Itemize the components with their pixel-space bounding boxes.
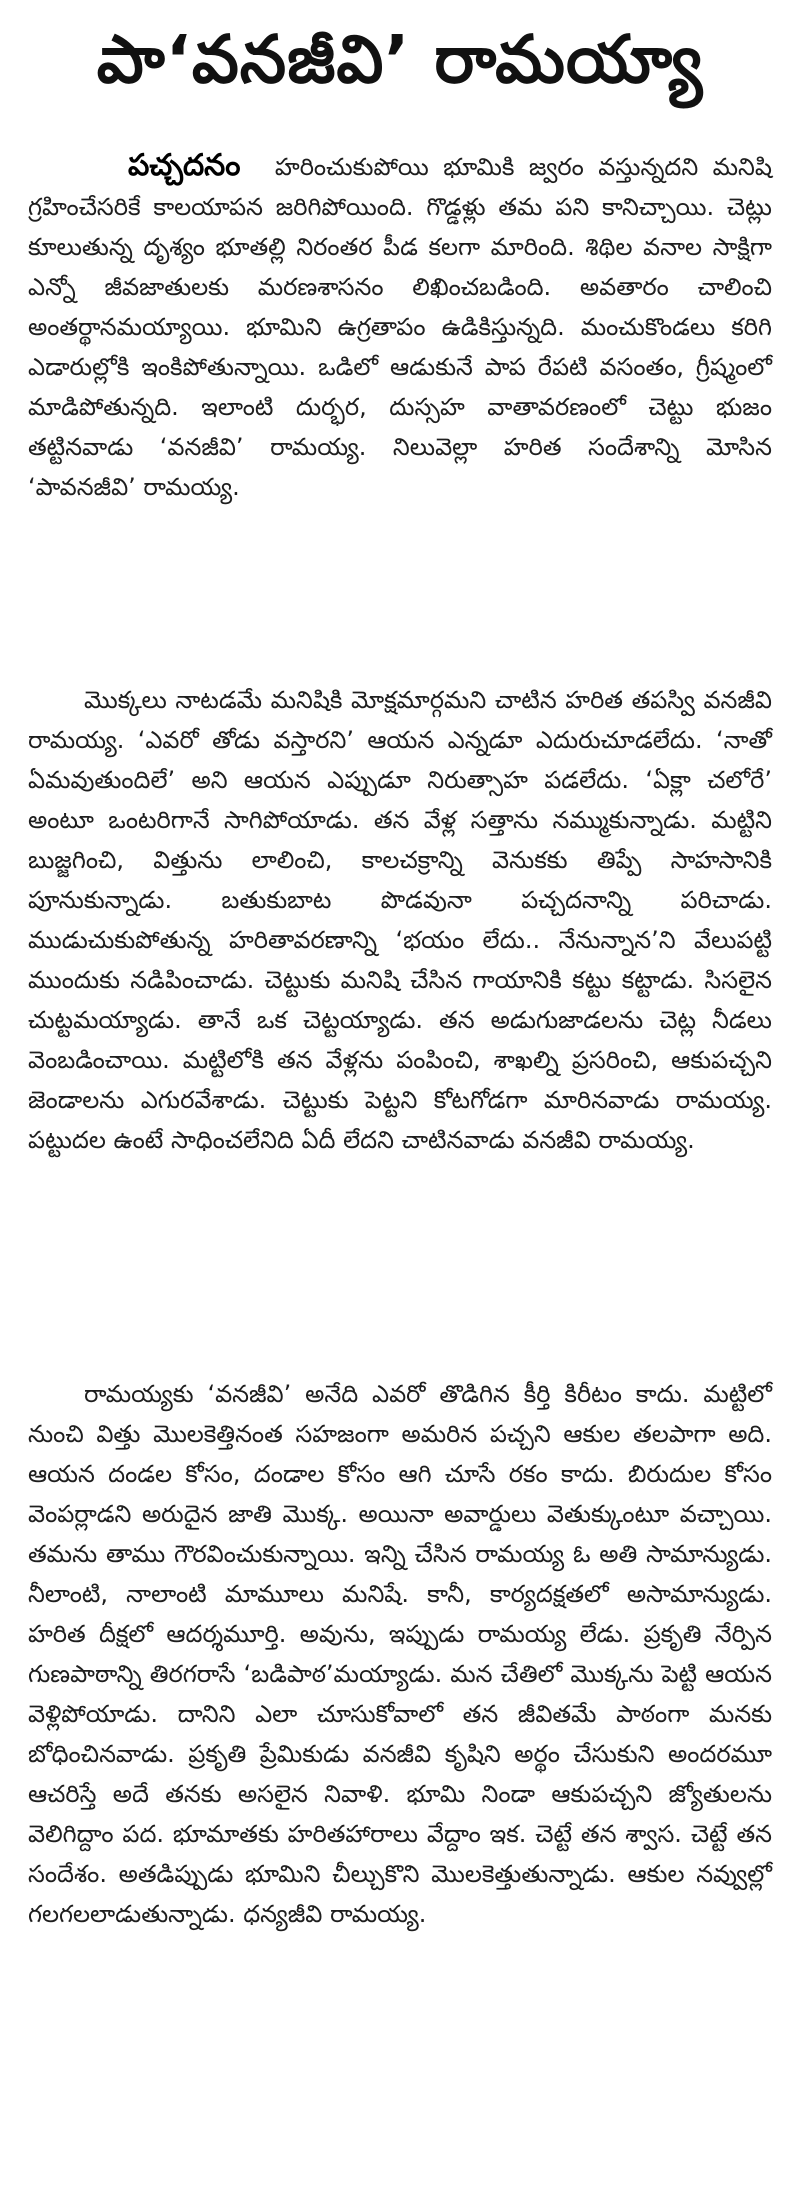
article-paragraph-1 bbox=[28, 146, 772, 630]
paragraph-1-text: హరించుకుపోయి భూమికి జ్వరం వస్తున్నదని మనిషి గ్రహించేసరికే కాలయాపన జరిగిపోయింది. గొడ్డళ్లు తమ పని కానిచ్చాయి. చెట్లు కూలుతున్న దృశ్యం భూతల్లి నిరంతర పీడ కలగా మారింది. శిథిల వనాల సాక్షిగా ఎన్నో జీవజాతులకు మరణశాసనం లిఖించబడింది. అవతారం చాలించి అంతర్థానమయ్యాయి. భూమిని ఉగ్రతాపం ఉడికిస్తున్నది. మంచుకొండలు కరిగి ఎడారుల్లోకి ఇంకిపోతున్నాయి. ఒడిలో ఆడుకునే పాప రేపటి వసంతం, గ్రీష్మంలో మాడిపోతున్నది. ఇలాంటి దుర్భర, దుస్సహ వాతావరణంలో చెట్టు భుజం తట్టినవాడు ‘వనజీవి’ రామయ్య. నిలువెల్లా హరిత సందేశాన్ని మోసిన ‘పావనజీవి’ రామయ్య. bbox=[28, 153, 773, 501]
article-headline: పా‘వనజీవి’ రామయ్యా bbox=[96, 21, 704, 98]
paragraph-lead-word: పచ్చదనం bbox=[128, 148, 241, 183]
paragraph-3-text: రామయ్యకు ‘వనజీవి’ అనేది ఎవరో తొడిగిన కీర్తి కిరీటం కాదు. మట్టిలో నుంచి విత్తు మొలకెత్తినంత సహజంగా అమరిన పచ్చని ఆకుల తలపాగా అది. ఆయన దండల కోసం, దండాల కోసం ఆగి చూసే రకం కాదు. బిరుదుల కోసం వెంపర్లాడని అరుదైన జాతి మొక్క. అయినా అవార్డులు వెతుక్కుంటూ వచ్చాయి. తమను తాము గౌరవించుకున్నాయి. ఇన్ని చేసిన రామయ్య ఓ అతి సామాన్యుడు. నీలాంటి, నాలాంటి మామూలు మనిషే. కానీ, కార్యదక్షతలో అసామాన్యుడు. హరిత దీక్షలో ఆదర్శమూర్తి. అవును, ఇప్పుడు రామయ్య లేడు. ప్రకృతి నేర్పిన గుణపాఠాన్ని తిరగరాసే ‘బడిపాఠ’మయ్యాడు. మన చేతిలో మొక్కను పెట్టి ఆయన వెళ్లిపోయాడు. దానిని ఎలా చూసుకోవాలో తన జీవితమే పాఠంగా మనకు బోధించినవాడు. ప్రకృతి ప్రేమికుడు వనజీవి కృషిని అర్థం చేసుకుని అందరమూ ఆచరిస్తే అదే తనకు అసలైన నివాళి. భూమి నిండా ఆకుపచ్చని జ్యోతులను వెలిగిద్దాం పద. భూమాతకు హరితహారాలు వేద్దాం ఇక. చెట్టే తన శ్వాస. చెట్టే తన సందేశం. అతడిప్పుడు భూమిని చీల్చుకొని మొలకెత్తుతున్నాడు. ఆకుల నవ్వుల్లో గలగలలాడుతున్నాడు. ధన్యజీవి రామయ్య. bbox=[28, 1380, 772, 1928]
article-paragraph-2 bbox=[28, 680, 772, 1322]
article-paragraph-3 bbox=[28, 1374, 772, 2142]
paragraph-2-text: మొక్కలు నాటడమే మనిషికి మోక్షమార్గమని చాటిన హరిత తపస్వి వనజీవి రామయ్య. ‘ఎవరో తోడు వస్తారని’ ఆయన ఎన్నడూ ఎదురుచూడలేదు. ‘నాతో ఏమవుతుందిలే’ అని ఆయన ఎప్పుడూ నిరుత్సాహ పడలేదు. ‘ఏక్లా చలోరే’ అంటూ ఒంటరిగానే సాగిపోయాడు. తన వేళ్ల సత్తాను నమ్ముకున్నాడు. మట్టిని బుజ్జగించి, విత్తును లాలించి, కాలచక్రాన్ని వెనుకకు తిప్పే సాహసానికి పూనుకున్నాడు. బతుకుబాట పొడవునా పచ్చదనాన్ని పరిచాడు. ముడుచుకుపోతున్న హరితావరణాన్ని ‘భయం లేదు.. నేనున్నాన’ని వేలుపట్టి ముందుకు నడిపించాడు. చెట్టుకు మనిషి చేసిన గాయానికి కట్టు కట్టాడు. సిసలైన చుట్టమయ్యాడు. తానే ఒక చెట్టయ్యాడు. తన అడుగుజాడలను చెట్ల నీడలు వెంబడించాయి. మట్టిలోకి తన వేళ్లను పంపించి, శాఖల్ని ప్రసరించి, ఆకుపచ్చని జెండాలను ఎగురవేశాడు. చెట్టుకు పెట్టని కోటగోడగా మారినవాడు రామయ్య. పట్టుదల ఉంటే సాధించలేనిది ఏదీ లేదని చాటినవాడు వనజీవి రామయ్య. bbox=[28, 686, 772, 1154]
